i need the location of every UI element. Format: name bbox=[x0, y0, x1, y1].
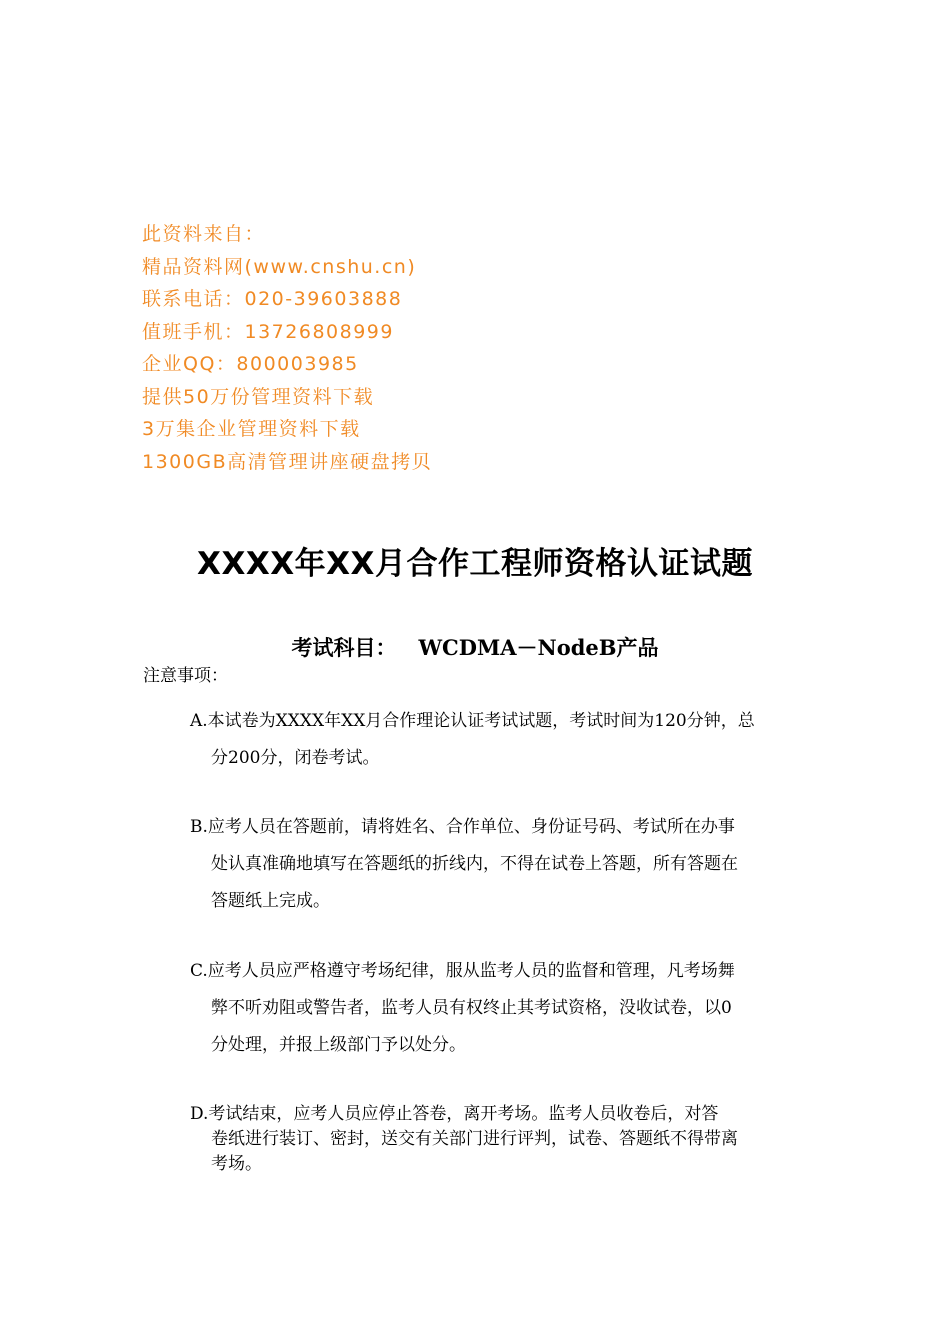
source-info-line: 企业QQ：800003985 bbox=[142, 353, 359, 375]
exam-subject-value: WCDMA－NodeB产品 bbox=[418, 635, 659, 660]
notice-line: D.考试结束，应考人员应停止答卷，离开考场。监考人员收卷后，对答 bbox=[190, 1104, 719, 1124]
notice-heading: 注意事项： bbox=[143, 666, 228, 686]
source-info-line: 3万集企业管理资料下载 bbox=[142, 418, 361, 440]
source-info-line: 此资料来自： bbox=[142, 223, 266, 245]
notice-item-a bbox=[190, 703, 810, 777]
notice-line: C.应考人员应严格遵守考场纪律，服从监考人员的监督和管理，凡考场舞 bbox=[190, 961, 735, 981]
notice-line: B.应考人员在答题前，请将姓名、合作单位、身份证号码、考试所在办事 bbox=[190, 817, 735, 837]
notice-item-c bbox=[190, 953, 810, 1064]
source-info-line: 联系电话：020-39603888 bbox=[142, 288, 403, 310]
source-info-line: 精品资料网(www.cnshu.cn) bbox=[142, 255, 417, 278]
notice-item-b bbox=[190, 809, 810, 920]
notice-line: 分处理，并报上级部门予以处分。 bbox=[211, 1035, 466, 1055]
notice-line: 分200分，闭卷考试。 bbox=[211, 748, 380, 768]
notice-item-d bbox=[190, 1102, 810, 1177]
notice-line: 处认真准确地填写在答题纸的折线内，不得在试卷上答题，所有答题在 bbox=[211, 854, 738, 874]
notice-line: 考场。 bbox=[211, 1154, 262, 1174]
notice-line: 卷纸进行装订、密封，送交有关部门进行评判，试卷、答题纸不得带离 bbox=[211, 1129, 738, 1149]
notice-line: A.本试卷为XXXX年XX月合作理论认证考试试题，考试时间为120分钟，总 bbox=[190, 711, 755, 731]
source-info-block bbox=[142, 218, 432, 478]
source-info-line: 1300GB高清管理讲座硬盘拷贝 bbox=[142, 450, 433, 473]
document-title: XXXX年XX月合作工程师资格认证试题 bbox=[197, 546, 753, 582]
notice-line: 答题纸上完成。 bbox=[211, 891, 330, 911]
source-info-line: 提供50万份管理资料下载 bbox=[142, 385, 375, 408]
exam-subject-label: 考试科目： bbox=[291, 635, 397, 660]
notice-line: 弊不听劝阻或警告者，监考人员有权终止其考试资格，没收试卷，以0 bbox=[211, 998, 732, 1018]
source-info-line: 值班手机：13726808999 bbox=[142, 320, 394, 343]
exam-subject bbox=[0, 632, 950, 662]
